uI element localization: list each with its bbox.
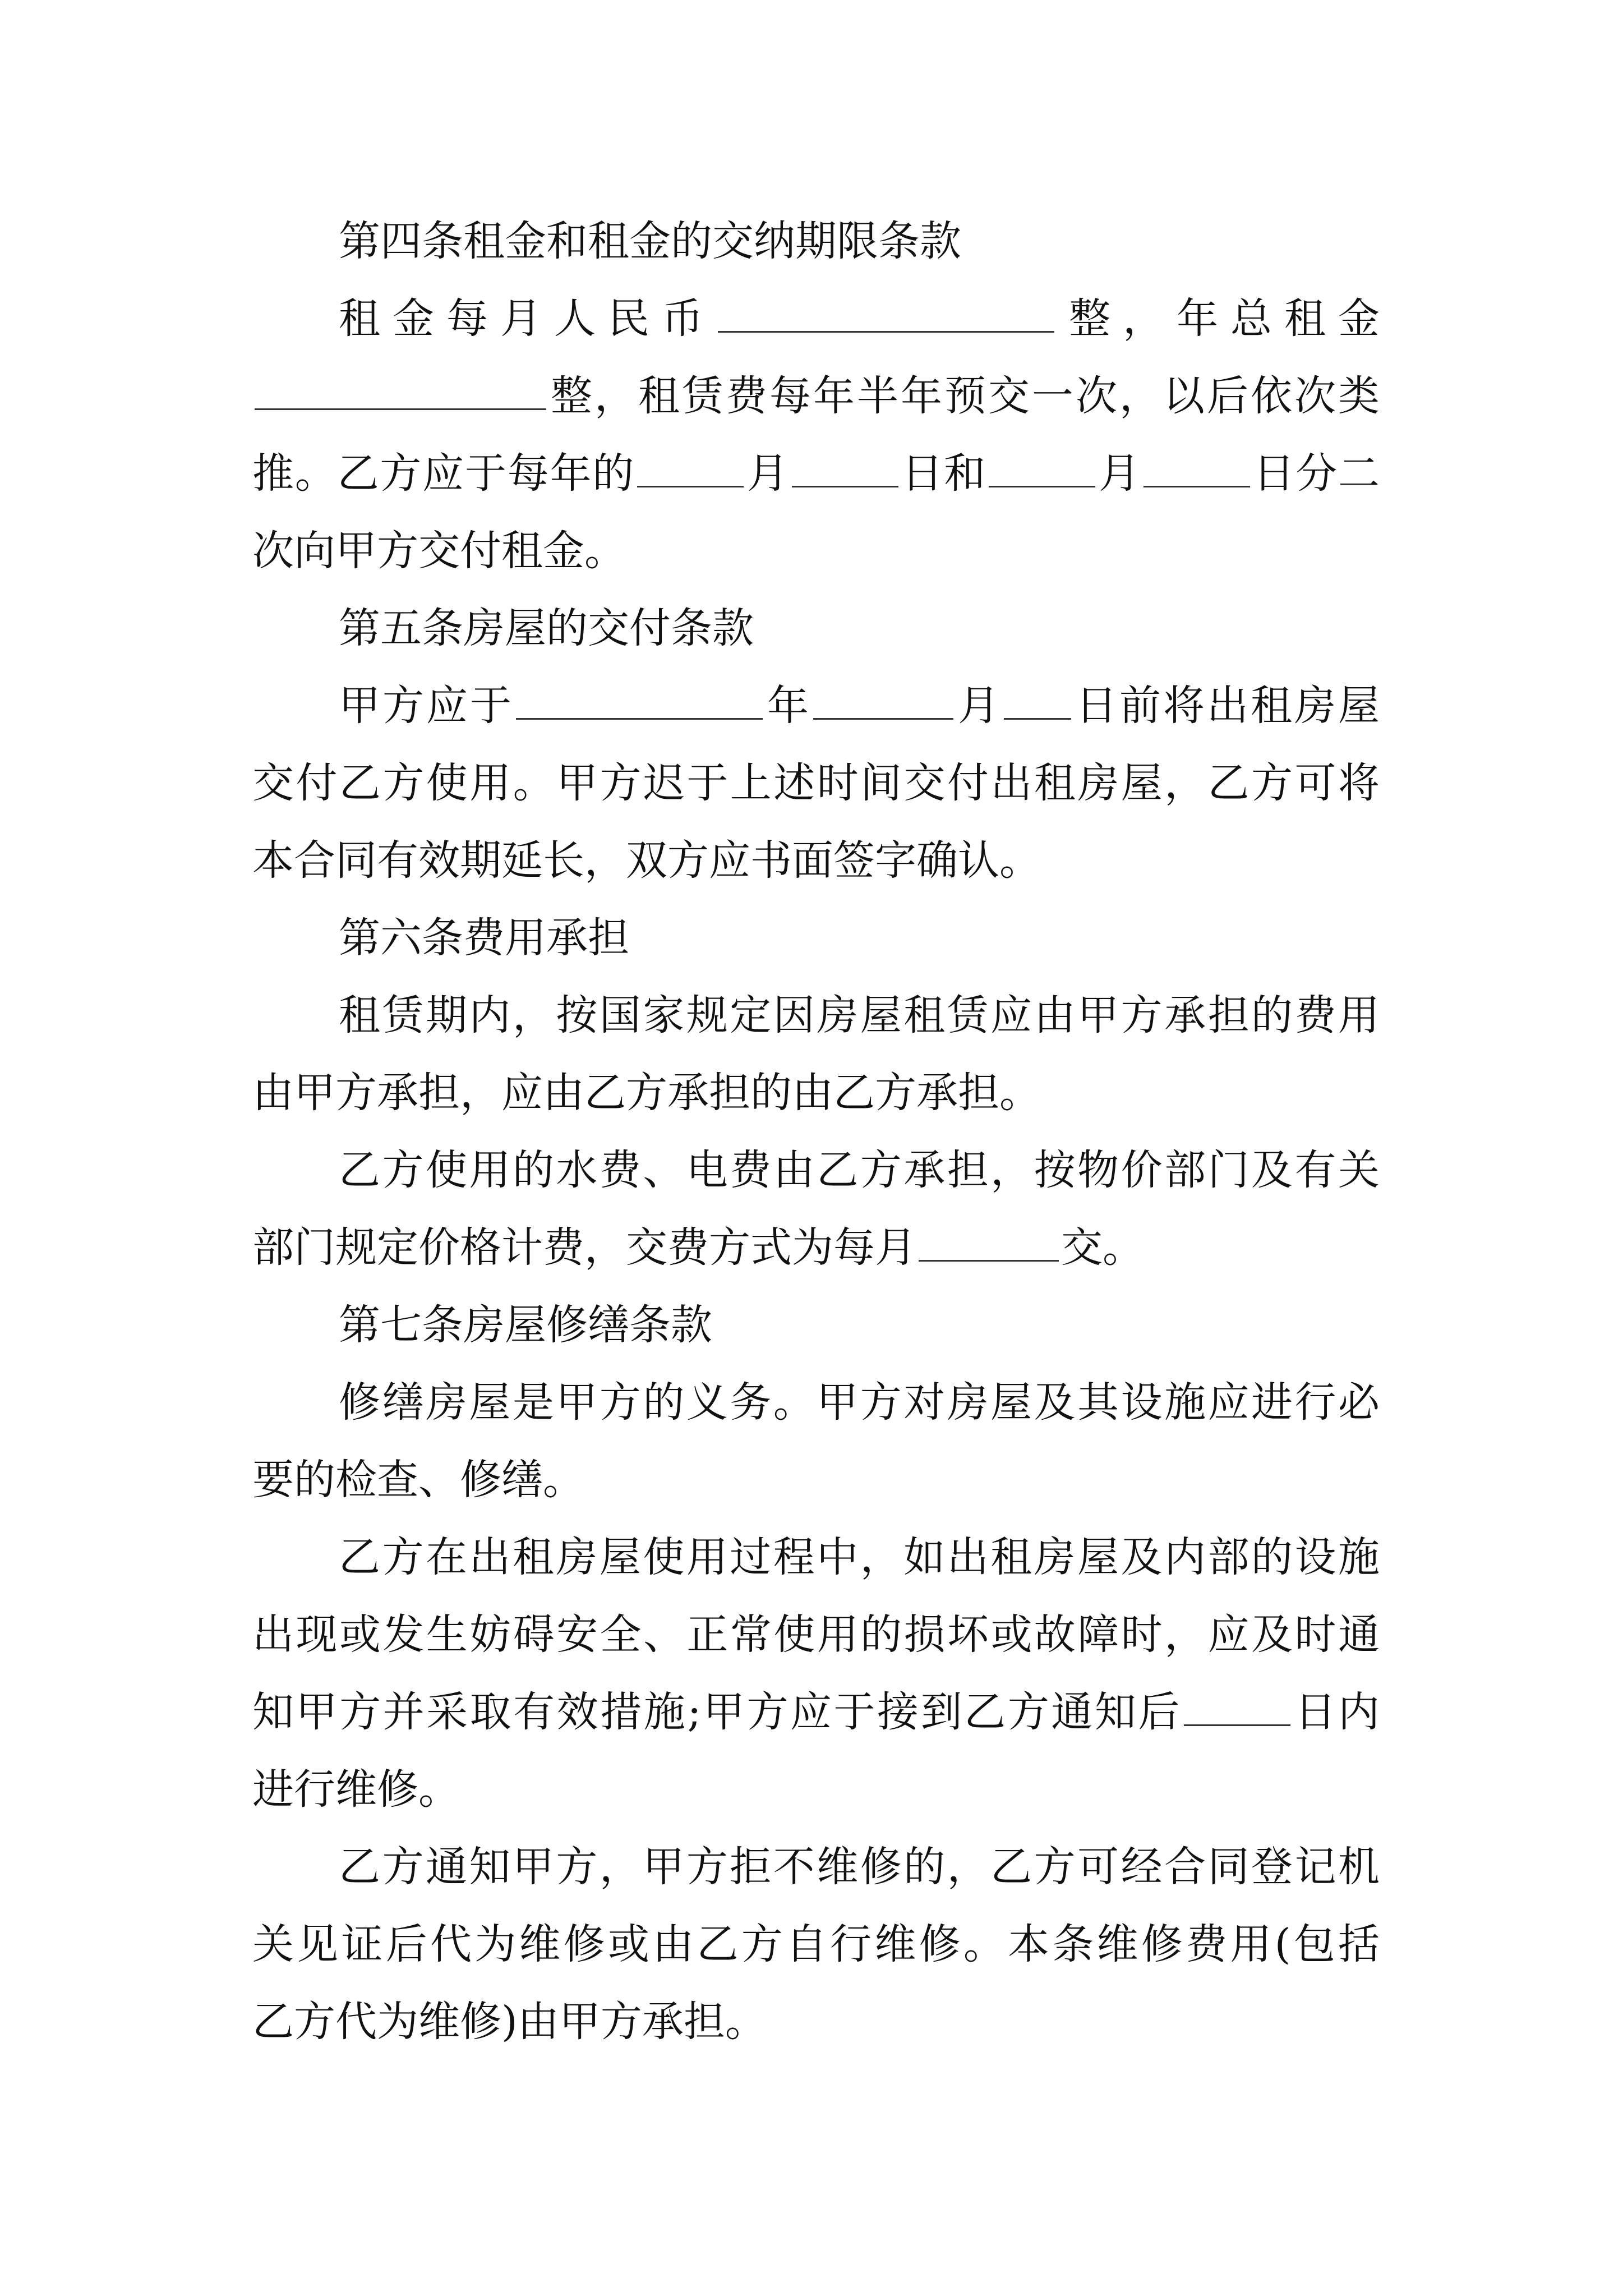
text-segment: 日和: [900, 449, 987, 498]
text-segment: 要的检查、修缮。: [252, 1456, 584, 1504]
annual-rent-blank[interactable]: [255, 374, 546, 410]
text-line: [252, 1453, 1380, 1507]
text-segment: 整，租赁费每年半年预交一次，以后依次类: [548, 372, 1380, 420]
text-segment: 年: [765, 682, 811, 730]
text-segment: 推。乙方应于每年的: [252, 449, 635, 498]
text-segment: 本合同有效期延长，双方应书面签字确认。: [252, 836, 1041, 885]
text-segment: 次向甲方交付租金。: [252, 527, 626, 575]
text-line: [339, 1530, 1380, 1584]
delivery-date-line: [339, 679, 1380, 733]
monthly-rent-blank[interactable]: [718, 296, 1054, 333]
text-line: [252, 524, 1380, 578]
text-line: [252, 1066, 1380, 1120]
text-segment: 关见证后代为维修或由乙方自行维修。本条维修费用(包括: [252, 1920, 1380, 1968]
text-segment: 整，年总租金: [1057, 295, 1380, 343]
text-segment: 租金每月人民币: [339, 295, 716, 343]
text-segment: 由甲方承担，应由乙方承担的由乙方承担。: [252, 1069, 1041, 1117]
section-heading-5: [339, 601, 1380, 655]
text-segment: 日内: [1292, 1688, 1380, 1736]
text-segment: 租赁期内，按国家规定因房屋租赁应由甲方承担的费用: [339, 991, 1380, 1039]
day-blank-2[interactable]: [1144, 451, 1250, 487]
month-blank[interactable]: [813, 683, 953, 720]
text-segment: 甲方应于: [339, 682, 514, 730]
text-segment: 月: [956, 682, 1002, 730]
repair-days-line: [252, 1685, 1380, 1739]
text-line: [339, 1840, 1380, 1894]
text-line: [339, 988, 1380, 1042]
text-segment: 乙方代为维修)由甲方承担。: [252, 1998, 767, 2046]
section-heading-7: [339, 1298, 1380, 1352]
text-line: [339, 1143, 1380, 1197]
text-segment: 交付乙方使用。甲方迟于上述时间交付出租房屋，乙方可将: [252, 759, 1380, 807]
section-heading-6: [339, 911, 1380, 965]
section-heading-4: [339, 214, 1380, 268]
heading-text: 第六条费用承担: [339, 914, 629, 962]
text-line: [252, 1917, 1380, 1971]
day-blank[interactable]: [1004, 683, 1071, 720]
repair-days-blank[interactable]: [1184, 1690, 1290, 1726]
text-segment: 乙方使用的水费、电费由乙方承担，按物价部门及有关: [339, 1146, 1380, 1194]
rent-amount-line: [339, 292, 1380, 346]
text-segment: 乙方通知甲方，甲方拒不维修的，乙方可经合同登记机: [339, 1843, 1380, 1891]
month-blank-2[interactable]: [989, 451, 1095, 487]
text-line: [252, 1995, 1380, 2049]
payment-date-line: [252, 447, 1380, 500]
text-line: [252, 834, 1380, 887]
text-segment: 乙方在出租房屋使用过程中，如出租房屋及内部的设施: [339, 1533, 1380, 1581]
text-line: [252, 1763, 1380, 1816]
text-segment: 交。: [1061, 1223, 1144, 1272]
payment-period-blank[interactable]: [919, 1225, 1059, 1262]
text-segment: 部门规定价格计费，交费方式为每月: [252, 1223, 916, 1272]
text-segment: 进行维修。: [252, 1765, 460, 1814]
payment-method-line: [252, 1221, 1380, 1274]
text-segment: 月: [746, 449, 790, 498]
year-blank[interactable]: [516, 683, 763, 720]
text-segment: 月: [1098, 449, 1141, 498]
text-segment: 知甲方并采取有效措施;甲方应于接到乙方通知后: [252, 1688, 1182, 1736]
heading-text: 第四条租金和租金的交纳期限条款: [339, 217, 961, 265]
text-segment: 出现或发生妨碍安全、正常使用的损坏或故障时，应及时通: [252, 1611, 1380, 1659]
text-line: [252, 756, 1380, 810]
heading-text: 第七条房屋修缮条款: [339, 1301, 712, 1349]
text-segment: 修缮房屋是甲方的义务。甲方对房屋及其设施应进行必: [339, 1378, 1380, 1427]
day-blank-1[interactable]: [792, 451, 898, 487]
text-segment: 日前将出租房屋: [1073, 682, 1380, 730]
heading-text: 第五条房屋的交付条款: [339, 604, 754, 652]
text-segment: 日分二: [1252, 449, 1380, 498]
text-line: [252, 1608, 1380, 1662]
text-line: [339, 1375, 1380, 1429]
annual-rent-line: [252, 369, 1380, 423]
month-blank-1[interactable]: [637, 451, 744, 487]
